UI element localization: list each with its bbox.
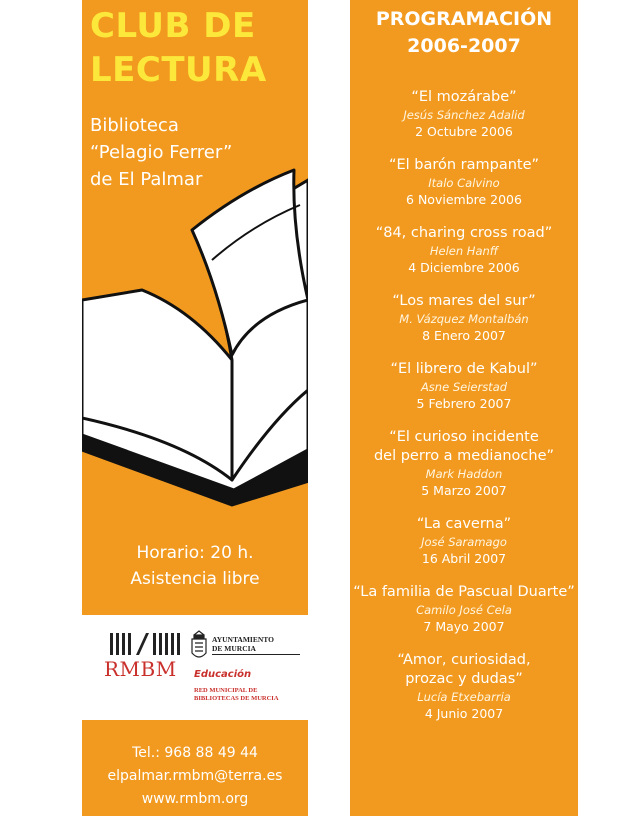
- program-entry: [350, 515, 578, 567]
- book-title: prozac y dudas”: [405, 671, 523, 687]
- club-title: [90, 4, 267, 92]
- program-list: [350, 88, 578, 738]
- club-title-line: CLUB DE: [90, 6, 256, 46]
- ayuntamiento-line: DE MURCIA: [212, 644, 256, 653]
- divider: [212, 654, 300, 655]
- program-entry: [350, 583, 578, 635]
- red-municipal-line: RED MUNICIPAL DE: [194, 687, 258, 694]
- book-author: Asne Seierstad: [420, 380, 508, 394]
- book-title: del perro a medianoche”: [373, 448, 555, 464]
- left-bookmark: [82, 0, 308, 816]
- session-date: 5 Febrero 2007: [416, 396, 512, 411]
- murcia-crest-icon: [190, 629, 208, 663]
- library-line: de El Palmar: [90, 169, 203, 190]
- right-bookmark: [350, 0, 578, 816]
- session-date: 6 Noviembre 2006: [406, 192, 522, 207]
- library-line: Biblioteca: [90, 115, 179, 136]
- educacion-label: Educación: [194, 669, 252, 680]
- book-author: José Saramago: [421, 535, 507, 549]
- contact-info: [82, 742, 308, 811]
- program-title-line: PROGRAMACIÓN: [375, 8, 553, 30]
- club-title-line: LECTURA: [90, 50, 267, 90]
- book-author: Jesús Sánchez Adalid: [403, 108, 525, 122]
- ayuntamiento-label: [212, 635, 274, 653]
- rmbm-wordmark: RMBM: [104, 657, 177, 681]
- program-entry: [350, 224, 578, 276]
- library-line: “Pelagio Ferrer”: [90, 142, 233, 163]
- book-title: “El mozárabe”: [411, 89, 517, 105]
- book-author: Italo Calvino: [428, 176, 500, 190]
- book-title: “Amor, curiosidad,: [397, 652, 531, 668]
- book-author: Mark Haddon: [425, 467, 503, 481]
- phone-number: Tel.: 968 88 49 44: [132, 745, 258, 761]
- sponsor-logos: [82, 615, 308, 720]
- program-title: [350, 6, 578, 60]
- session-date: 4 Diciembre 2006: [408, 260, 520, 275]
- session-date: 7 Mayo 2007: [423, 619, 505, 634]
- book-title: “La caverna”: [416, 516, 512, 532]
- email-address: elpalmar.rmbm@terra.es: [107, 768, 283, 784]
- program-entry: [350, 651, 578, 722]
- book-author: Helen Hanff: [429, 244, 499, 258]
- session-date: 8 Enero 2007: [422, 328, 506, 343]
- session-date: 16 Abril 2007: [421, 551, 507, 566]
- red-municipal-label: [194, 687, 279, 703]
- book-title: “Los mares del sur”: [392, 293, 536, 309]
- program-entry: [350, 428, 578, 499]
- rmbm-logo: [110, 633, 182, 655]
- program-entry: [350, 360, 578, 412]
- program-entry: [350, 156, 578, 208]
- session-date: 2 Octubre 2006: [415, 124, 513, 139]
- book-author: M. Vázquez Montalbán: [399, 312, 529, 326]
- schedule: [82, 540, 308, 592]
- schedule-line: Asistencia libre: [130, 569, 260, 589]
- book-author: Lucía Etxebarria: [417, 690, 511, 704]
- book-title: “84, charing cross road”: [375, 225, 553, 241]
- schedule-line: Horario: 20 h.: [136, 543, 254, 563]
- book-title: “La familia de Pascual Duarte”: [353, 584, 575, 600]
- program-title-line: 2006-2007: [407, 35, 521, 57]
- program-entry: [350, 292, 578, 344]
- ayuntamiento-line: AYUNTAMIENTO: [212, 635, 274, 644]
- book-title: “El barón rampante”: [388, 157, 540, 173]
- open-book-illustration: [82, 150, 308, 510]
- session-date: 5 Marzo 2007: [421, 483, 507, 498]
- book-title: “El librero de Kabul”: [390, 361, 538, 377]
- website: www.rmbm.org: [141, 791, 249, 807]
- book-author: Camilo José Cela: [416, 603, 512, 617]
- program-entry: [350, 88, 578, 140]
- book-title: “El curioso incidente: [389, 429, 539, 445]
- red-municipal-line: BIBLIOTECAS DE MURCIA: [194, 695, 279, 702]
- session-date: 4 Junio 2007: [424, 706, 504, 721]
